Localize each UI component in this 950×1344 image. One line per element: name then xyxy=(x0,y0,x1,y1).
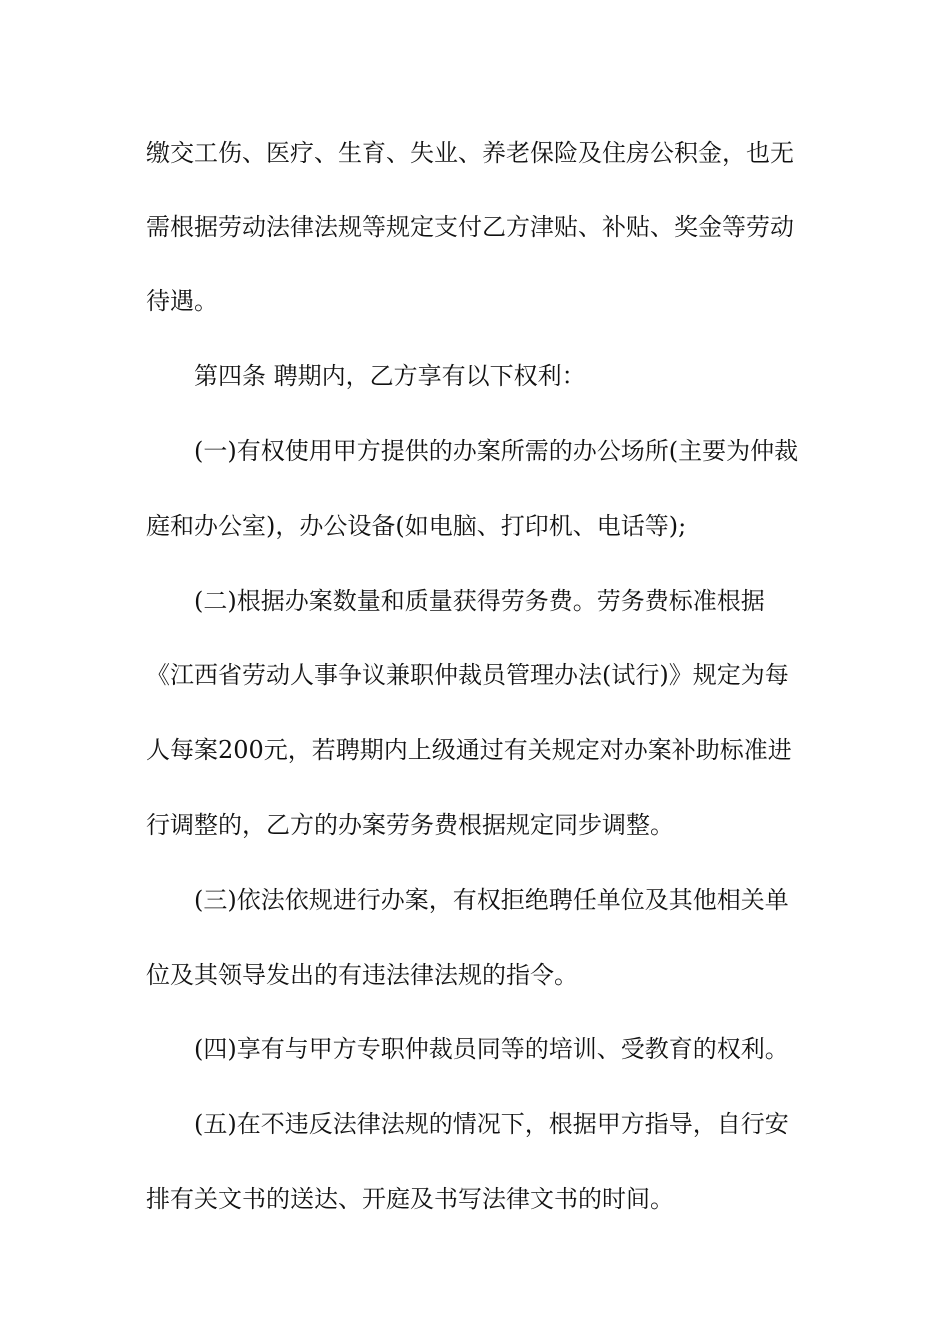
text-line: (三)依法依规进行办案，有权拒绝聘任单位及其他相关单 xyxy=(194,886,789,914)
text-line: (二)根据办案数量和质量获得劳务费。劳务费标准根据 xyxy=(194,587,765,615)
article-heading: 第四条 聘期内，乙方享有以下权利： xyxy=(194,362,586,390)
text-line: (四)享有与甲方专职仲裁员同等的培训、受教育的权利。 xyxy=(194,1035,789,1063)
text-line: 《江西省劳动人事争议兼职仲裁员管理办法(试行)》规定为每 xyxy=(146,661,789,689)
text-line: 排有关文书的送达、开庭及书写法律文书的时间。 xyxy=(146,1185,674,1213)
text-line: 行调整的，乙方的办案劳务费根据规定同步调整。 xyxy=(146,811,674,839)
text-line: 待遇。 xyxy=(146,287,218,315)
text-line: 需根据劳动法律法规等规定支付乙方津贴、补贴、奖金等劳动 xyxy=(146,213,794,241)
text-line: 缴交工伤、医疗、生育、失业、养老保险及住房公积金，也无 xyxy=(146,139,794,167)
text-line: 庭和办公室)，办公设备(如电脑、打印机、电话等); xyxy=(146,512,687,540)
text-line: (一)有权使用甲方提供的办案所需的办公场所(主要为仲裁 xyxy=(194,437,799,465)
text-line: 人每案200元，若聘期内上级通过有关规定对办案补助标准进 xyxy=(146,736,792,764)
text-line: (五)在不违反法律法规的情况下，根据甲方指导，自行安 xyxy=(194,1110,789,1138)
text-line: 位及其领导发出的有违法律法规的指令。 xyxy=(146,961,578,989)
